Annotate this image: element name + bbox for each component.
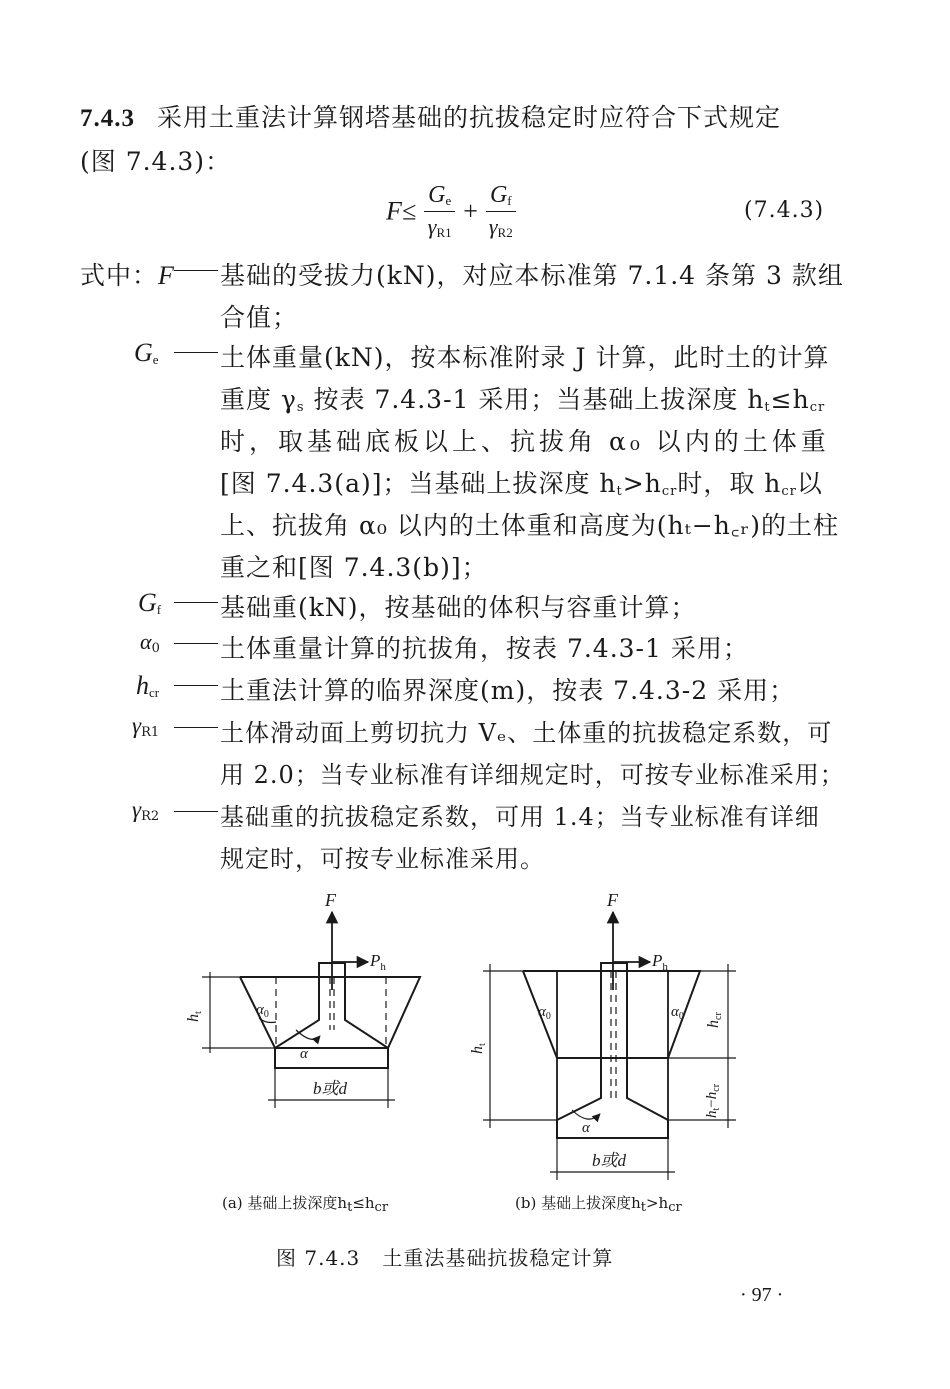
- formula-num1: G: [428, 182, 446, 208]
- def-ge-line4b-sub: cr: [661, 484, 678, 499]
- def-hcr-symbol-sub: cr: [149, 685, 160, 700]
- def-ge-line4a-sub: t: [616, 484, 623, 499]
- formula-number: (7.4.3): [744, 198, 825, 223]
- def-ge-line2: [220, 380, 825, 416]
- def-ge-line5: 上、抗拔角 α₀ 以内的土体重和高度为(hₜ−h꜀ᵣ)的土柱: [220, 511, 839, 540]
- def-prefix-text: 式中：: [80, 261, 159, 290]
- formula: [386, 182, 520, 241]
- def-ge-line4: [220, 464, 823, 500]
- diagram-b-label-f: F: [607, 890, 618, 910]
- def-gr1-line2: 用 2.0；当专业标准有详细规定时，可按专业标准采用；: [220, 761, 845, 789]
- diagram-a-label-ph-p: P: [370, 951, 381, 970]
- def-ge-symbol-sub: e: [152, 352, 159, 367]
- def-gr2-symbol: [132, 797, 159, 824]
- diagram-b-label-alpha0-left: [538, 1004, 551, 1022]
- formula-fraction-2: [486, 182, 516, 241]
- diagram-b-label-hcr: [705, 1012, 724, 1028]
- diagram-b-label-alpha0-left-sub: 0: [545, 1011, 551, 1022]
- caption-b-cr: cr: [668, 1200, 682, 1215]
- def-gr2-dash: [174, 811, 218, 812]
- def-ge-dash: [174, 352, 218, 353]
- def-f-line2: 合值；: [220, 303, 299, 332]
- formula-num2: G: [489, 182, 508, 208]
- figure-title: 图 7.4.3 土重法基础抗拔稳定计算: [276, 1246, 614, 1270]
- diagram-a-label-bd: b或d: [313, 1079, 347, 1098]
- def-gf-symbol-sub: f: [156, 602, 162, 617]
- diagram-b-label-ht: [469, 1043, 488, 1054]
- def-prefix: [80, 256, 175, 292]
- caption-a-rel: ≤h: [352, 1194, 375, 1212]
- def-hcr-symbol-h: h: [136, 671, 149, 700]
- diagram-b-label-bd: b或d: [592, 1151, 626, 1170]
- caption-a: [222, 1192, 388, 1215]
- def-gr1-dash: [174, 727, 218, 728]
- def-hcr-dash: [174, 685, 218, 686]
- diagram-b-label-ht-hcr-h2: h: [704, 1091, 720, 1100]
- formula-den2-sub: R2: [497, 225, 513, 240]
- figure-diagram: [0, 880, 950, 1230]
- def-gr1-symbol-sub: R1: [141, 725, 160, 740]
- def-gr1-line1: 土体滑动面上剪切抗力 Vₑ、土体重的抗拔稳定系数，可: [220, 719, 833, 747]
- def-gr2-line1: 基础重的抗拔稳定系数，可用 1.4；当专业标准有详细: [220, 803, 820, 831]
- def-ge-line4c: 时，取 h: [677, 469, 782, 498]
- def-alpha0-dash: [174, 643, 218, 644]
- def-ge-line4c-sub: cr: [781, 484, 797, 499]
- def-hcr-symbol: [136, 671, 159, 701]
- diagram-a-label-ht-h: h: [185, 1014, 202, 1022]
- def-alpha0-symbol-a: α: [140, 629, 152, 654]
- caption-b-rel: >h: [645, 1194, 669, 1212]
- diagram-a-label-ph-sub: h: [380, 961, 386, 973]
- section-heading-line2: (图 7.4.3)：: [80, 147, 232, 176]
- def-ge-line2a: 重度 γ: [220, 385, 297, 414]
- diagram-a-label-ht-sub: t: [193, 1011, 204, 1014]
- diagram-b-label-alpha: α: [582, 1120, 590, 1136]
- formula-den1: γ: [427, 214, 437, 239]
- diagram-a-label-alpha: α: [300, 1046, 308, 1062]
- def-gf-symbol-g: G: [138, 588, 157, 617]
- def-ge-line2b: 按表 7.4.3-1 采用；当基础上拔深度 h: [304, 385, 765, 414]
- diagram-a-label-ph: [369, 951, 386, 973]
- diagram-b-label-ht-hcr-t: t: [711, 1107, 722, 1111]
- diagram-a-label-alpha0: [256, 1002, 269, 1020]
- def-f-dash: [174, 270, 218, 271]
- def-ge-symbol-g: G: [134, 338, 153, 367]
- def-ge-line4d: 以: [796, 469, 823, 498]
- section-number: 7.4.3: [80, 105, 135, 132]
- def-alpha0-line1: 土体重量计算的抗拔角，按表 7.4.3-1 采用；: [220, 634, 749, 663]
- caption-b-text: (b) 基础上拔深度h: [515, 1194, 641, 1212]
- def-ge-line2c: ≤h: [770, 385, 810, 414]
- formula-fraction-1: [424, 182, 455, 241]
- def-gf-line1: 基础重(kN)，按基础的体积与容重计算；: [220, 593, 697, 622]
- diagram-b-label-ht-hcr-h1: h: [704, 1110, 720, 1118]
- def-f-line1: 基础的受拔力(kN)，对应本标准第 7.1.4 条第 3 款组: [220, 261, 844, 290]
- diagram-b-label-alpha0-right-a: α: [671, 1004, 679, 1020]
- formula-den1-sub: R1: [436, 225, 452, 240]
- diagram-b: [483, 912, 736, 1180]
- def-gf-dash: [174, 602, 218, 603]
- diagram-b-label-ht-h: h: [469, 1046, 486, 1054]
- diagram-b-label-ht-hcr: $h_t-h_{cr}$: [704, 1083, 722, 1118]
- def-ge-line2a-sub: s: [296, 400, 305, 415]
- page-number: · 97 ·: [740, 1284, 784, 1306]
- def-ge-line2c-sub: cr: [809, 400, 826, 415]
- caption-b: [515, 1192, 682, 1215]
- diagram-a: [202, 912, 420, 1108]
- def-ge-line6: 重之和[图 7.4.3(b)]；: [220, 553, 488, 582]
- def-gf-symbol: [138, 588, 161, 618]
- diagram-b-label-hcr-sub: cr: [713, 1012, 724, 1020]
- diagram-a-label-f: F: [325, 890, 336, 910]
- def-alpha0-symbol-sub: 0: [151, 641, 160, 656]
- caption-b-t: t: [640, 1200, 646, 1215]
- def-ge-line1: 土体重量(kN)，按本标准附录 J 计算，此时土的计算: [220, 343, 830, 372]
- caption-a-cr: cr: [374, 1200, 389, 1215]
- def-ge-line2b-sub: t: [764, 400, 771, 415]
- diagram-b-label-ht-hcr-cr: cr: [711, 1083, 722, 1092]
- def-ge-line3: 时，取基础底板以上、抗拔角 α₀ 以内的土体重: [220, 427, 830, 456]
- def-ge-symbol: [134, 338, 159, 368]
- def-ge-line4b: >h: [622, 469, 662, 498]
- def-f-symbol: F: [158, 261, 175, 290]
- diagram-a-labels: [185, 890, 386, 1098]
- formula-den2: γ: [488, 214, 498, 239]
- def-ge-line4a: [图 7.4.3(a)]；当基础上拔深度 h: [220, 469, 617, 498]
- diagram-b-label-alpha0-right-sub: 0: [678, 1011, 684, 1022]
- diagram-b-label-ph-p: P: [652, 951, 663, 970]
- diagram-b-label-ph-sub: h: [662, 961, 668, 973]
- def-gr1-symbol: [132, 713, 159, 740]
- diagram-a-label-alpha0-a: α: [256, 1002, 264, 1018]
- diagram-a-label-alpha0-sub: 0: [263, 1009, 269, 1020]
- def-gr2-symbol-g: γ: [132, 797, 142, 822]
- diagram-a-label-ht: [185, 1011, 204, 1022]
- def-gr2-symbol-sub: R2: [141, 809, 160, 824]
- def-gr1-symbol-g: γ: [132, 713, 142, 738]
- diagram-b-labels: [469, 890, 724, 1170]
- def-alpha0-symbol: [140, 629, 160, 656]
- formula-lhs: F≤: [386, 196, 417, 226]
- formula-plus: +: [463, 196, 478, 226]
- section-heading: [80, 98, 781, 134]
- formula-num1-sub: e: [445, 193, 452, 208]
- caption-a-t: t: [347, 1200, 353, 1215]
- diagram-b-label-ht-sub: t: [477, 1043, 488, 1046]
- caption-a-text: (a) 基础上拔深度h: [222, 1194, 348, 1212]
- def-gr2-line2: 规定时，可按专业标准采用。: [220, 845, 545, 873]
- formula-num2-sub: f: [507, 193, 512, 208]
- diagram-b-label-alpha0-left-a: α: [538, 1004, 546, 1020]
- diagram-b-label-ph: [651, 951, 668, 973]
- section-heading-text: 采用土重法计算钢塔基础的抗拔稳定时应符合下式规定: [157, 103, 782, 132]
- diagram-b-label-alpha0-right: [671, 1004, 684, 1022]
- def-hcr-line1: 土重法计算的临界深度(m)，按表 7.4.3-2 采用；: [220, 676, 796, 705]
- diagram-b-label-hcr-h: h: [705, 1020, 722, 1028]
